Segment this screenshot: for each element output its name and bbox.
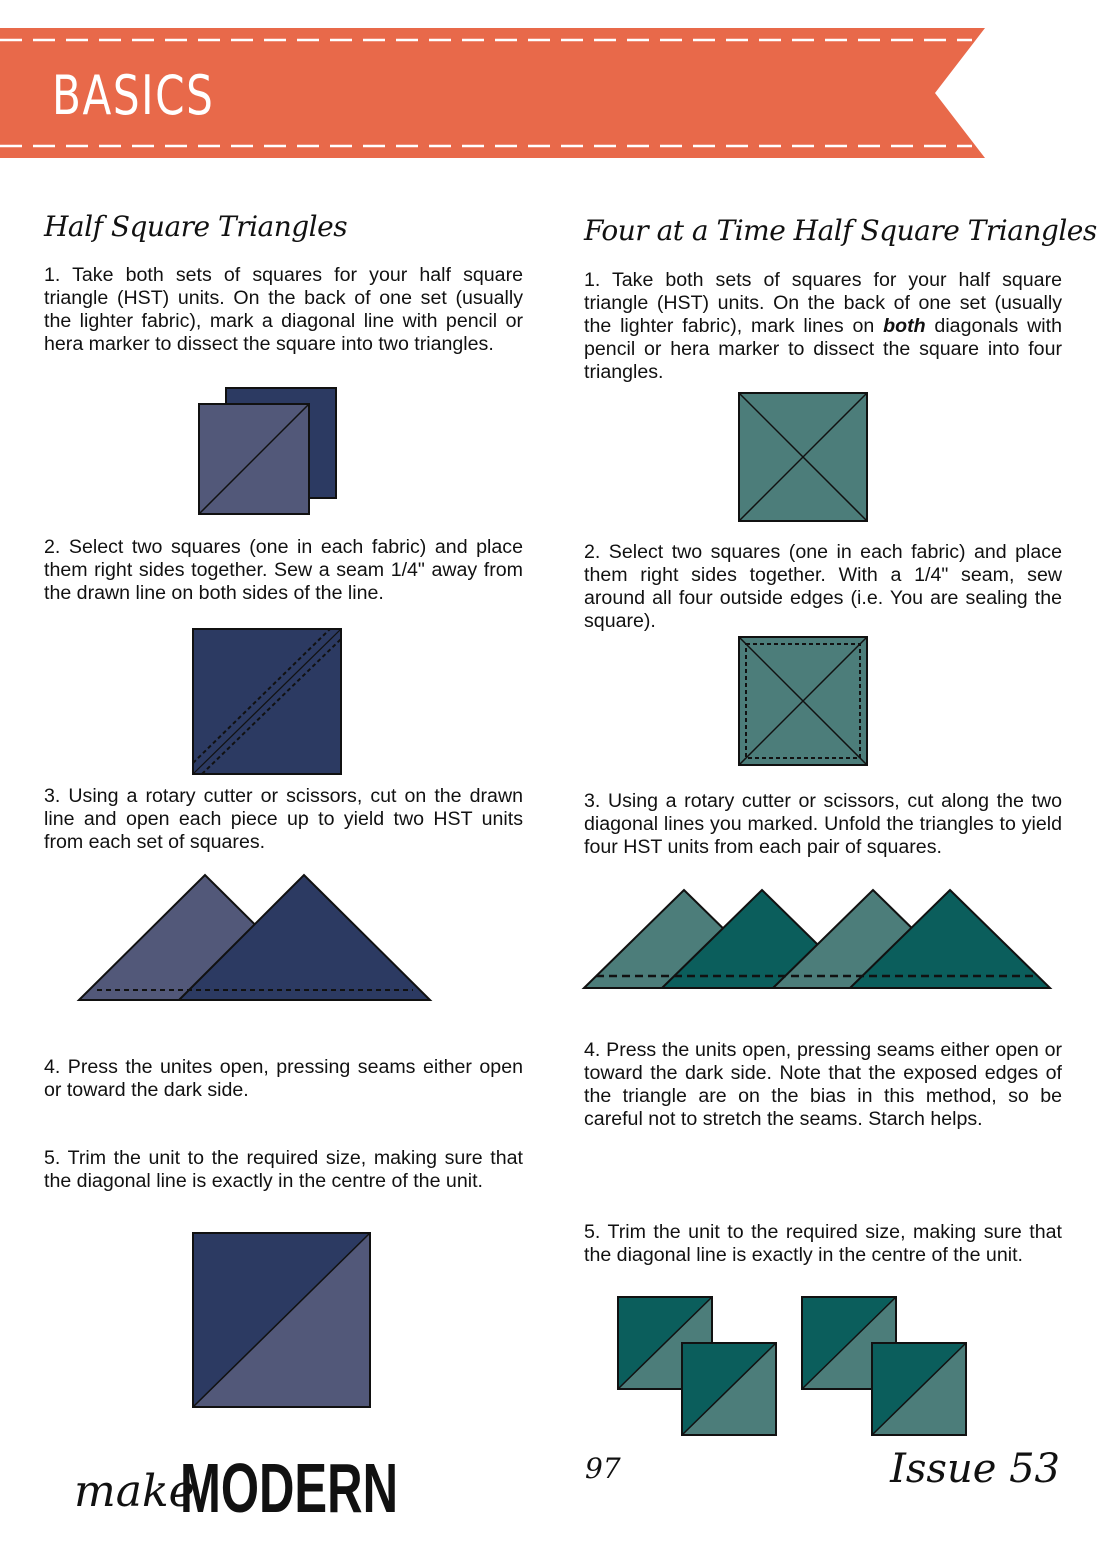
right-step-1-emphasis: both (883, 315, 926, 337)
make-modern-logo (72, 1440, 402, 1530)
right-step-4: 4. Press the units open, pressing seams either open or toward the dark side. Note that the exposed edges of the triangle are on the bias in this method, so be careful not to stretch the seams. Starch helps. (584, 1039, 1062, 1130)
left-step-3: 3. Using a rotary cutter or scissors, cut on the drawn line and open each piece up to yield two HST units from each set of squares. (44, 785, 523, 853)
hst-sewn-square-figure (190, 626, 345, 778)
trimmed-unit-2 (682, 1343, 776, 1435)
left-step-1: 1. Take both sets of squares for your half square triangle (HST) units. On the back of one set (usually the lighter fabric), mark a diagonal line with pencil or hera marker to dissect the square into two triangles. (44, 264, 523, 355)
right-step-1-text-a: 1. Take both sets of squares for your half square triangle (HST) units. On the back of one set (usually the lighter fabric), mark lines on (584, 269, 1062, 337)
right-step-5: 5. Trim the unit to the required size, making sure that the diagonal line is exactly in the centre of the unit. (584, 1221, 1062, 1266)
trimmed-unit-4 (872, 1343, 966, 1435)
hst-marked-squares-figure (196, 386, 341, 518)
right-step-2: 2. Select two squares (one in each fabric) and place them right sides together. With a 1/4" seam, sew around all four outside edges (i.e. You are sealing the square). (584, 541, 1062, 632)
page-number: 97 (585, 1452, 621, 1485)
left-heading: Half Square Triangles (44, 210, 348, 243)
fat-opened-triangles-figure (580, 884, 1052, 992)
left-step-2: 2. Select two squares (one in each fabric) and place them right sides together. Sew a seam 1/4" away from the drawn line on both sides of the line. (44, 536, 523, 604)
hst-trimmed-unit-figure (190, 1230, 373, 1410)
left-step-4: 4. Press the unites open, pressing seams either open or toward the dark side. (44, 1056, 523, 1101)
issue-number: Issue 53 (890, 1446, 1060, 1492)
right-heading: Four at a Time Half Square Triangles (584, 214, 1097, 247)
section-title: BASICS (52, 64, 215, 127)
right-step-3: 3. Using a rotary cutter or scissors, cut along the two diagonal lines you marked. Unfold the triangles to yield four HST units from each pair of squares. (584, 790, 1062, 858)
right-step-1-text-b: diagonals with pencil or hera marker to dissect the square into four triangles. (584, 315, 1063, 383)
left-step-5: 5. Trim the unit to the required size, making sure that the diagonal line is exactly in the centre of the unit. (44, 1147, 523, 1192)
hst-opened-triangles-figure (75, 870, 435, 1005)
fat-marked-square-figure (736, 390, 870, 524)
logo-modern-text: MODERN (180, 1449, 398, 1527)
logo-make-text: make (74, 1466, 195, 1517)
right-step-1 (584, 269, 1062, 384)
fat-sewn-square-figure (736, 634, 870, 768)
fat-trimmed-units-figure (614, 1293, 970, 1439)
